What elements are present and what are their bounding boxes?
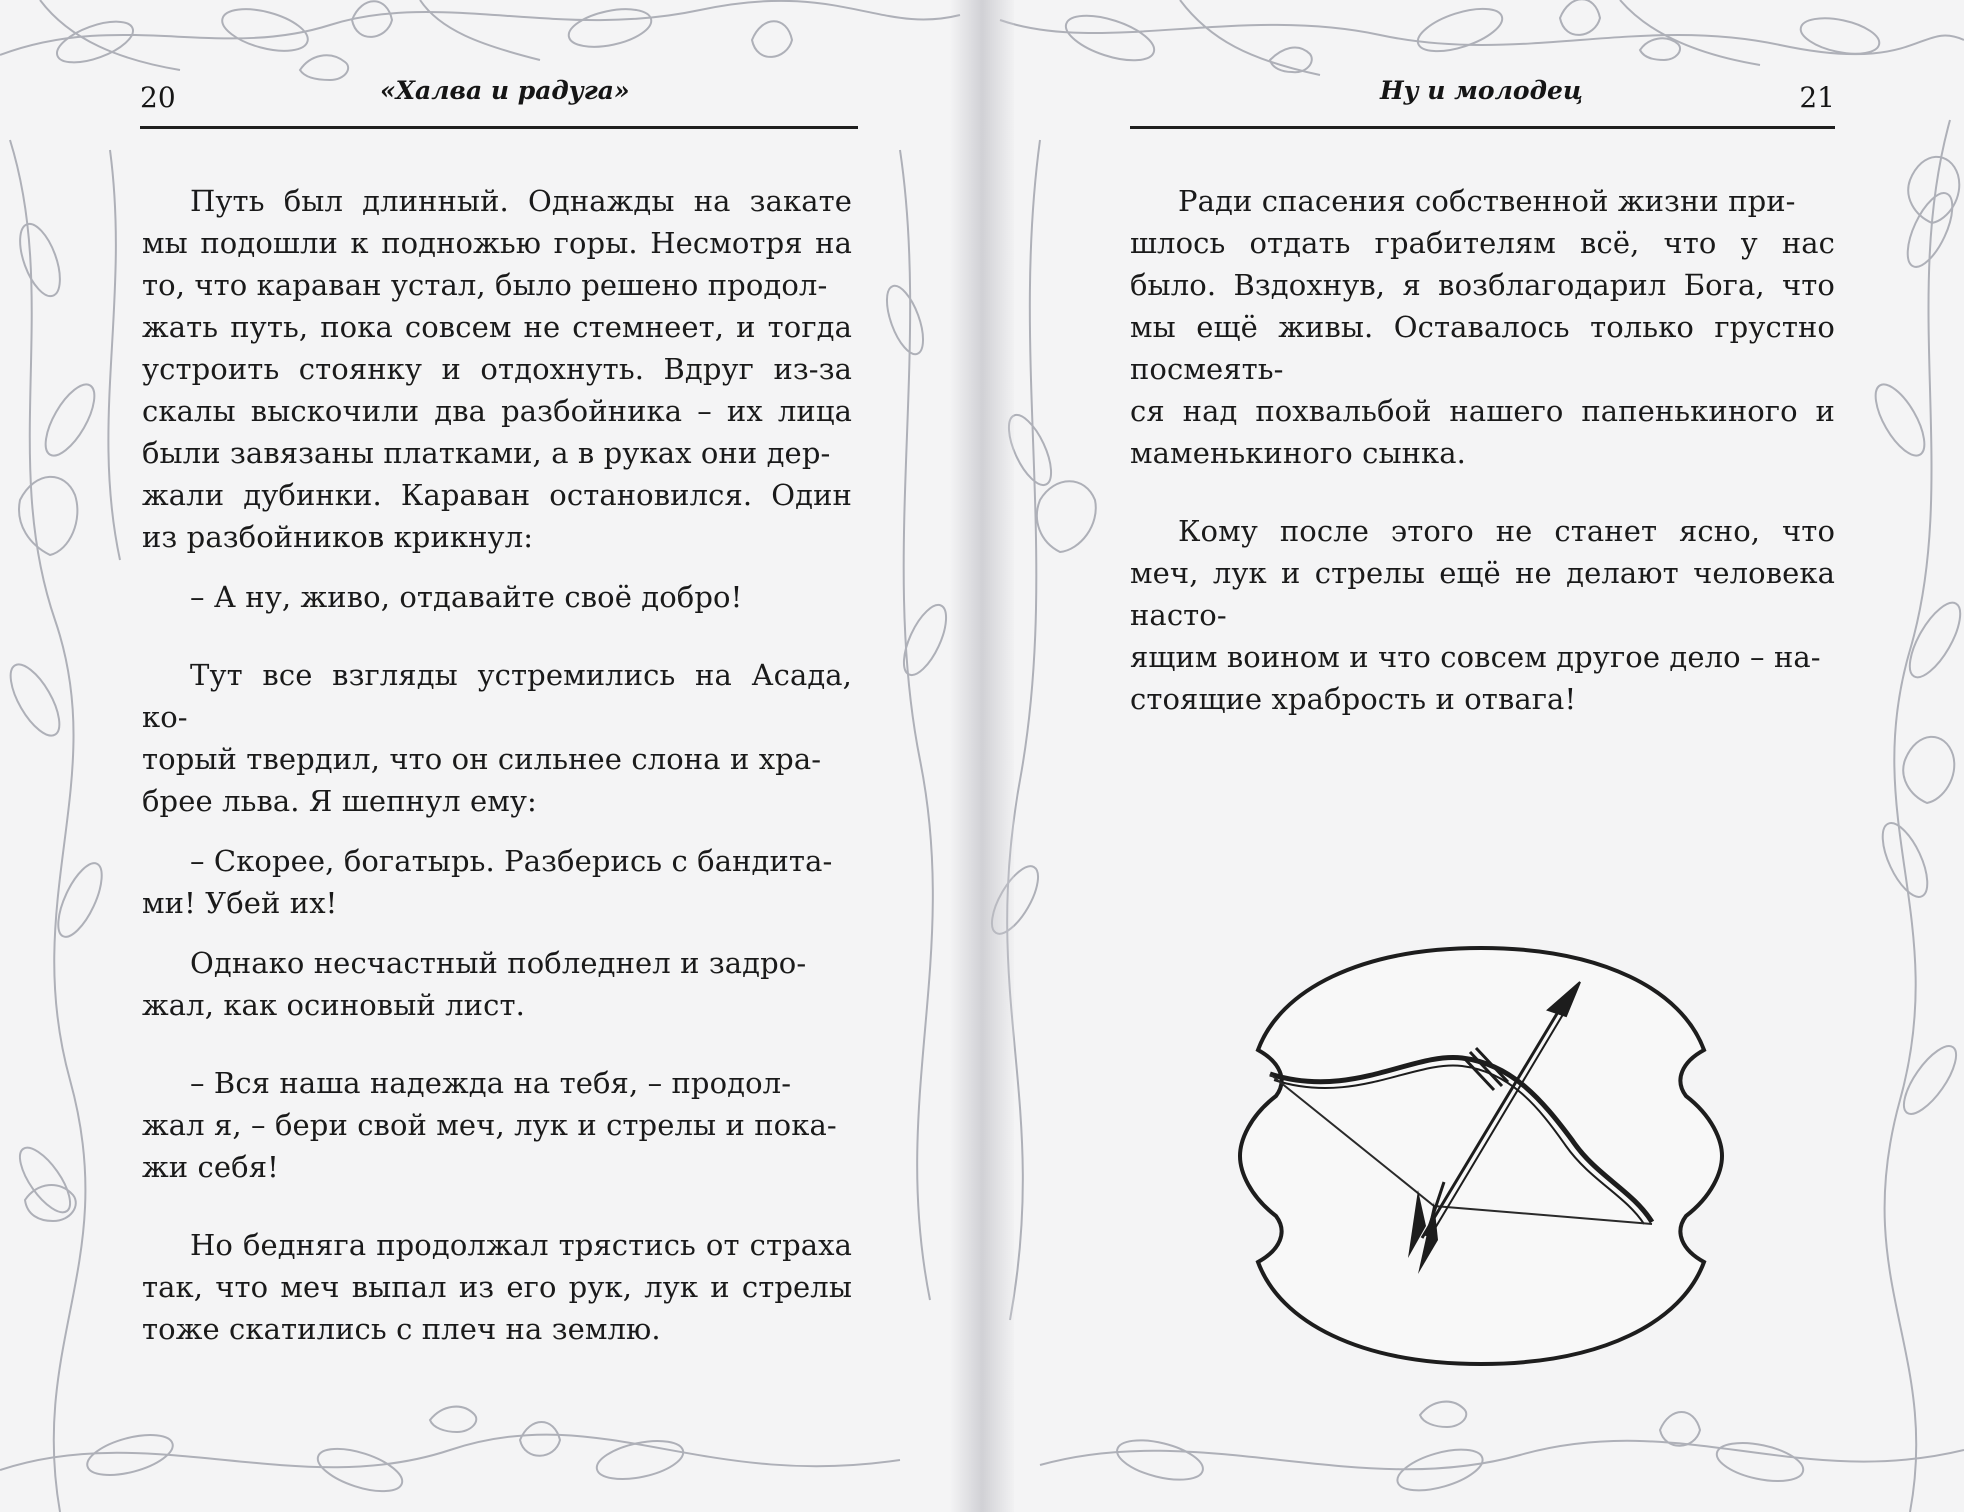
right-page xyxy=(982,0,1964,1512)
paragraph: Кому после этого не станет ясно, что меч, лук и стрелы ещё не делают человека насто- ящим воином и что совсем другое дело – на- стоящие храбрость и отвага! xyxy=(1130,514,1835,716)
left-page-body xyxy=(142,180,852,1350)
paragraph: – А ну, живо, отдавайте своё добро! xyxy=(190,580,743,614)
bow-and-arrow-illustration xyxy=(1212,940,1750,1372)
paragraph: Ради спасения собственной жизни при- шлось отдать грабителям всё, что у нас было. Вздохнув, я возблагодарил Бога, что мы ещё живы. Оставалось только грустно посмеять- ся над похвальбой нашего папенькиного и маменькиного сынка. xyxy=(1130,184,1835,470)
paragraph: Тут все взгляды устремились на Асада, ко- торый твердил, что он сильнее слона и хра- брее льва. Я шепнул ему: xyxy=(142,658,852,818)
paragraph: – Вся наша надежда на тебя, – продол- жал я, – бери свой меч, лук и стрелы и пока- жи себя! xyxy=(142,1066,837,1184)
right-page-header xyxy=(1130,74,1835,129)
left-page-header xyxy=(140,74,858,129)
left-page xyxy=(0,0,980,1512)
page-number: 20 xyxy=(140,81,176,114)
paragraph: Однако несчастный побледнел и задро- жал, как осиновый лист. xyxy=(142,946,807,1022)
paragraph: Но бедняга продолжал трястись от страха так, что меч выпал из его рук, лук и стрелы тоже скатились с плеч на землю. xyxy=(142,1228,852,1346)
running-title: «Халва и радуга» xyxy=(380,76,630,105)
running-title: Ну и молодец xyxy=(1380,76,1583,105)
paragraph: Путь был длинный. Однажды на закате мы подошли к подножью горы. Несмотря на то, что караван устал, было решено продол- жать путь, пока совсем не стемнеет, и тогда устроить стоянку и отдохнуть. Вдруг из-за скалы выскочили два разбойника – их лица были завязаны платками, а в руках они дер- жали дубинки. Караван остановился. Один из разбойников крикнул: xyxy=(142,184,852,554)
right-page-body xyxy=(1130,180,1835,720)
page-number: 21 xyxy=(1799,81,1835,114)
bow-and-arrow-icon xyxy=(1212,940,1750,1372)
paragraph: – Скорее, богатырь. Разберись с бандита- ми! Убей их! xyxy=(142,844,833,920)
